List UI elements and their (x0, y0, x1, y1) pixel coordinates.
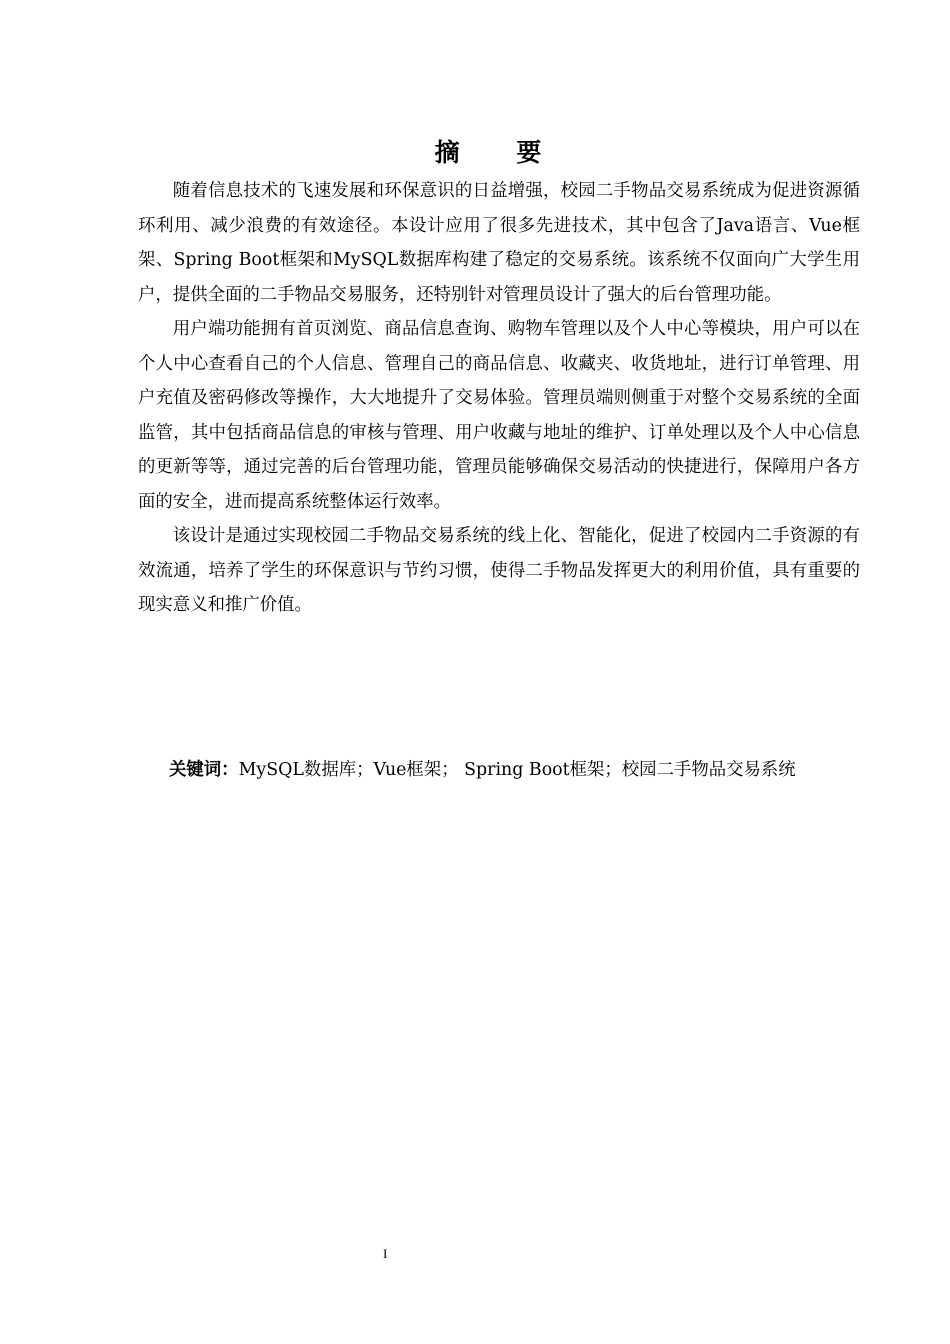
keywords-line (169, 754, 889, 786)
paragraph: 随着信息技术的飞速发展和环保意识的日益增强，校园二手物品交易系统成为促进资源循环利用、减少浪费的有效途径。本设计应用了很多先进技术，其中包含了Java语言、Vue框架、Spring Boot框架和MySQL数据库构建了稳定的交易系统。该系统不仅面向广大学生用户，提供全面的二手物品交易服务，还特别针对管理员设计了强大的后台管理功能。 (138, 181, 860, 305)
abstract-body (138, 174, 860, 623)
keywords-label: 关键词： (169, 760, 239, 780)
keywords-text: MySQL数据库；Vue框架； Spring Boot框架；校园二手物品交易系统 (238, 760, 796, 780)
page-title: 摘 要 (434, 138, 566, 167)
paragraph: 用户端功能拥有首页浏览、商品信息查询、购物车管理以及个人中心等模块，用户可以在个人中心查看自己的个人信息、管理自己的商品信息、收藏夹、收货地址，进行订单管理、用户充值及密码修改等操作，大大地提升了交易体验。管理员端则侧重于对整个交易系统的全面监管，其中包括商品信息的审核与管理、用户收藏与地址的维护、订单处理以及个人中心信息的更新等等，通过完善的后台管理功能，管理员能够确保交易活动的快捷进行，保障用户各方面的安全，进而提高系统整体运行效率。 (138, 319, 860, 512)
page-number: I (383, 1246, 388, 1261)
paragraph: 该设计是通过实现校园二手物品交易系统的线上化、智能化，促进了校园内二手资源的有效流通，培养了学生的环保意识与节约习惯，使得二手物品发挥更大的利用价值，具有重要的现实意义和推广价值。 (138, 526, 860, 615)
